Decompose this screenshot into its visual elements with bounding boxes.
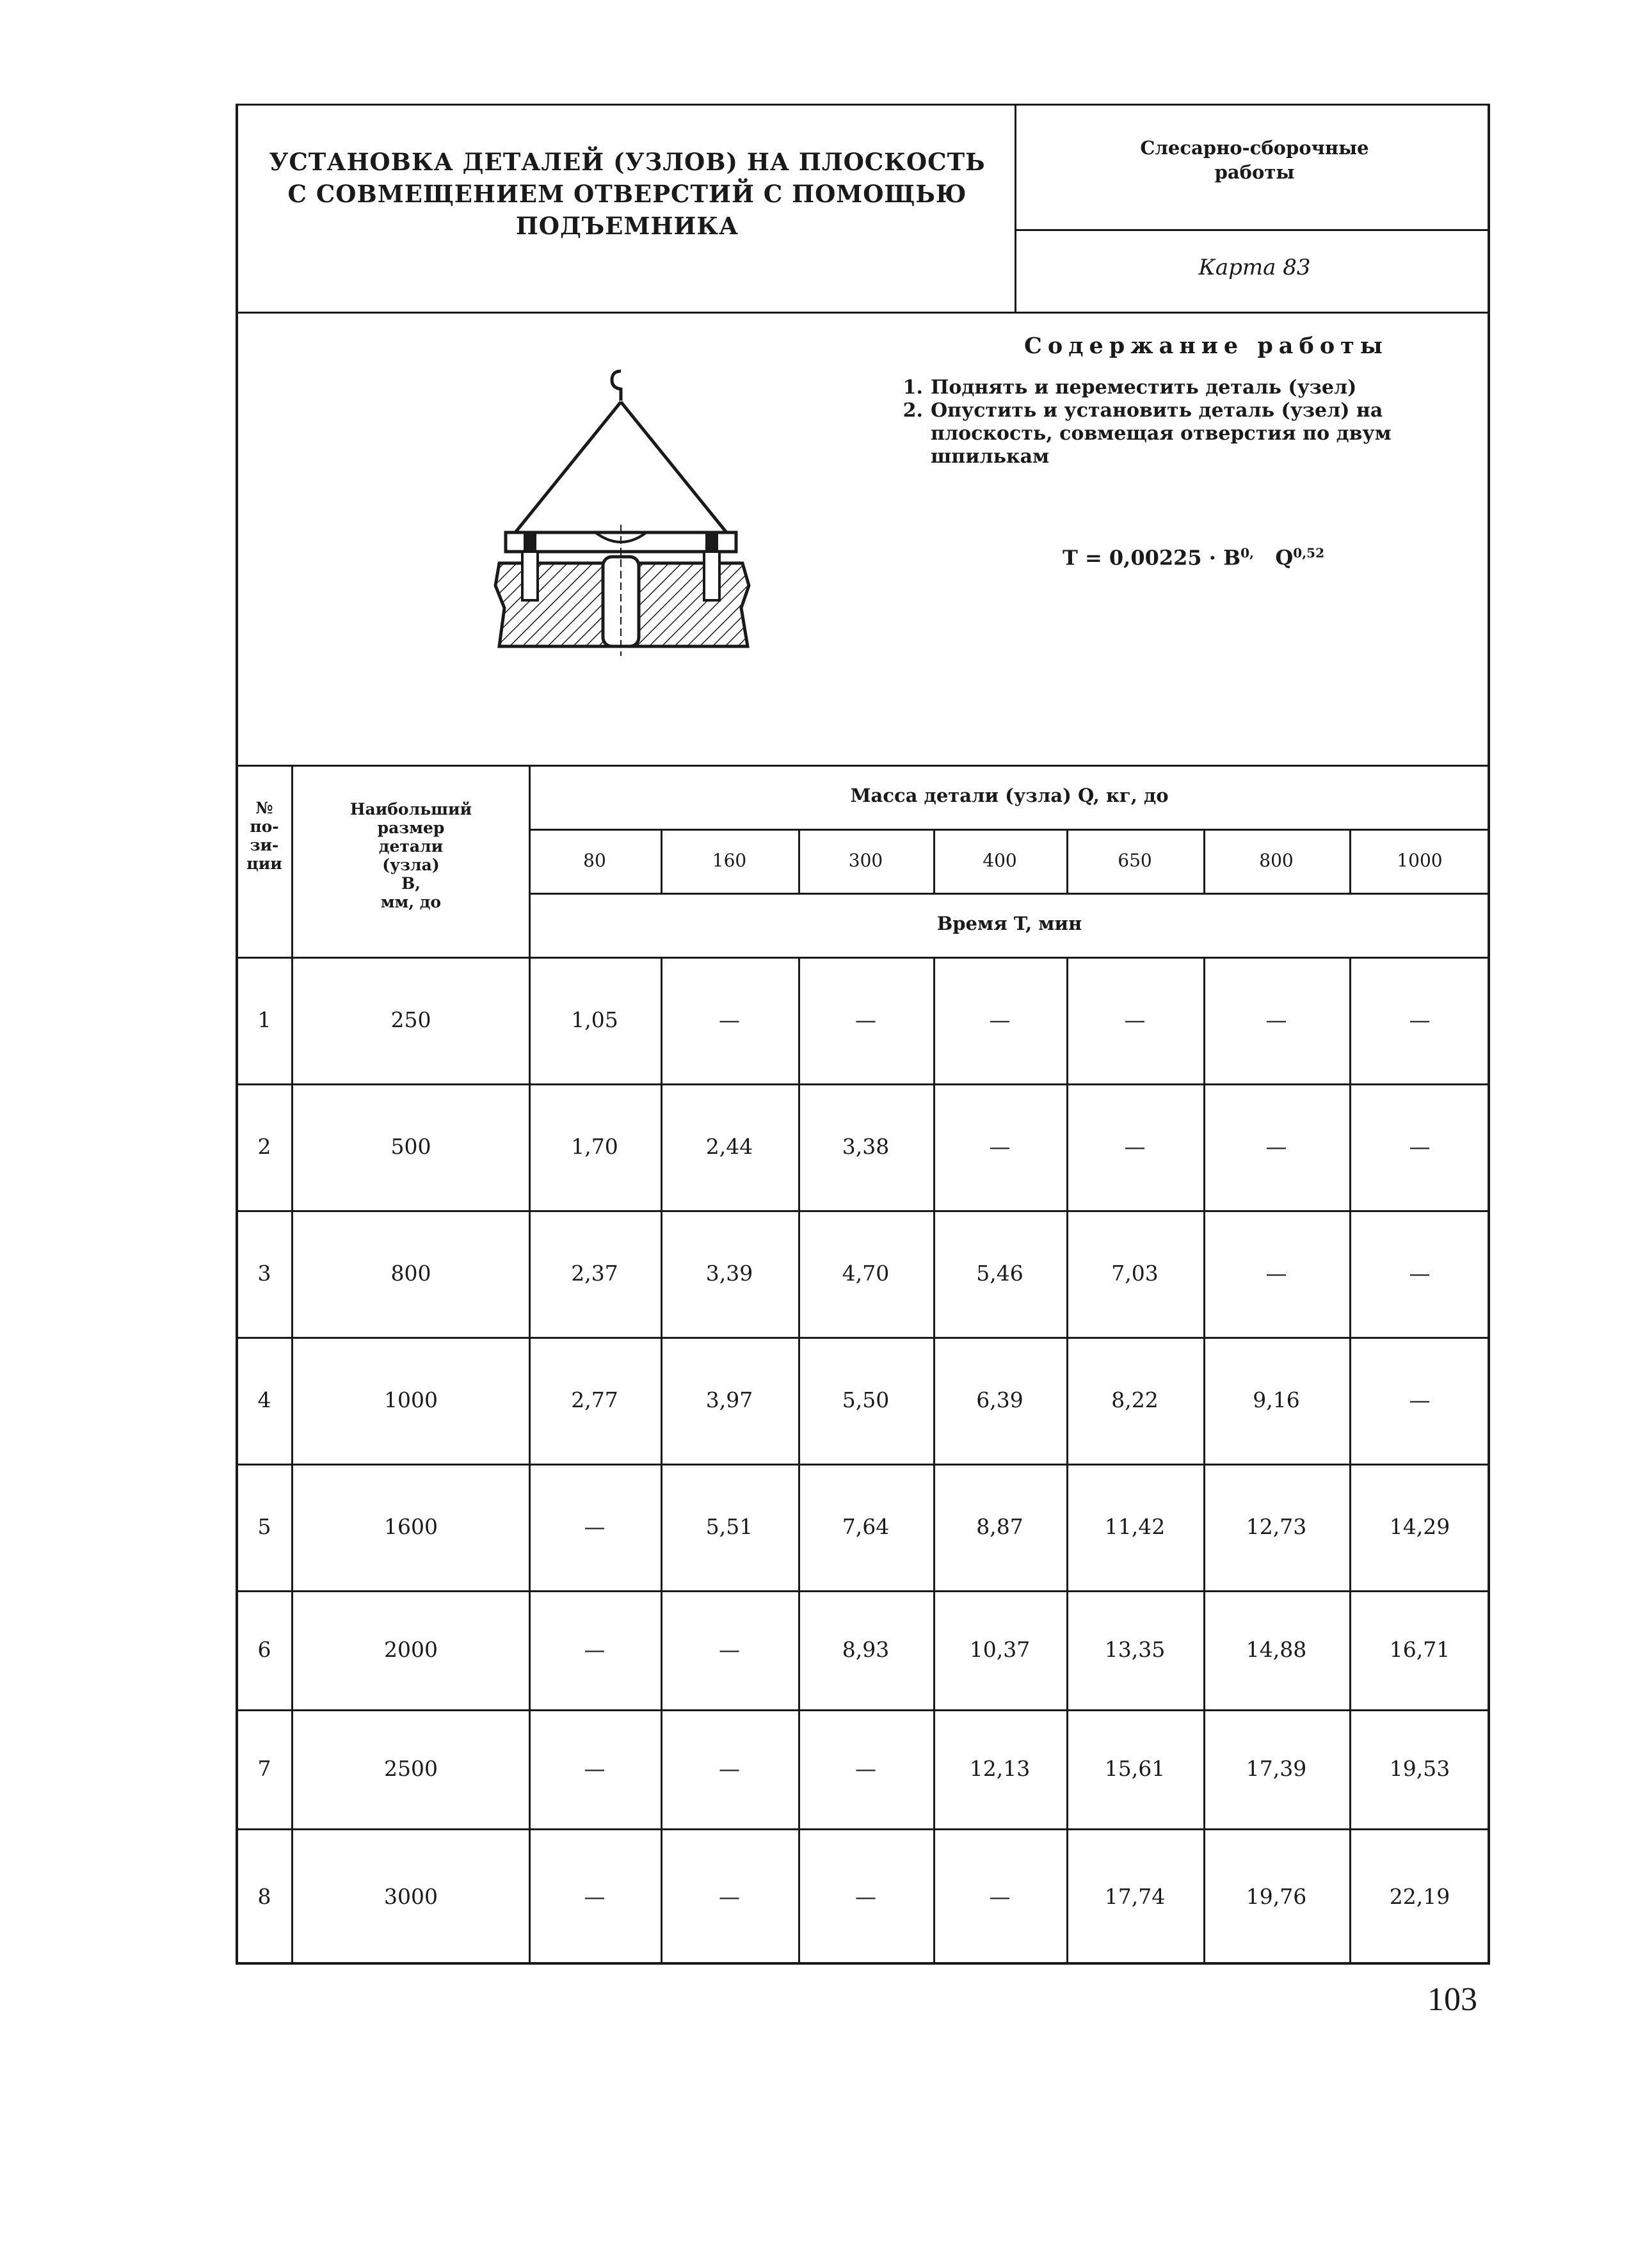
time-value-cell: — — [1409, 1387, 1431, 1412]
row-rule — [236, 1590, 1490, 1592]
time-value-cell: 8,93 — [842, 1637, 890, 1662]
time-value-cell: 17,74 — [1104, 1883, 1166, 1909]
time-value-cell: 19,53 — [1389, 1756, 1450, 1781]
time-value-cell: 7,03 — [1111, 1261, 1159, 1286]
size-cell: 3000 — [384, 1883, 438, 1909]
time-value-cell: 4,70 — [842, 1261, 890, 1286]
time-value-cell: 14,88 — [1246, 1637, 1307, 1662]
size-cell: 250 — [390, 1007, 431, 1032]
position-cell: 4 — [257, 1387, 271, 1412]
header-line: (узла) — [382, 856, 440, 874]
mass-value-header: 80 — [583, 850, 606, 871]
time-value-cell: — — [855, 1007, 876, 1032]
time-value-cell: 11,42 — [1104, 1514, 1166, 1539]
col-rule — [529, 765, 531, 1965]
time-value-cell: — — [989, 1883, 1011, 1909]
time-value-cell: 22,19 — [1389, 1883, 1450, 1909]
time-value-cell: — — [1265, 1261, 1287, 1286]
size-cell: 500 — [390, 1134, 431, 1159]
formula-q: Q — [1275, 545, 1294, 570]
time-value-cell: 3,38 — [842, 1134, 890, 1159]
mass-value-header: 300 — [848, 850, 883, 871]
title-line: УСТАНОВКА ДЕТАЛЕЙ (УЗЛОВ) НА ПЛОСКОСТЬ — [269, 148, 986, 176]
time-value-cell: 8,87 — [976, 1514, 1023, 1539]
card-number: Карта 83 — [1198, 255, 1311, 280]
header-line: по- — [250, 817, 279, 836]
row-rule — [236, 1828, 1490, 1830]
header-line: № — [255, 799, 273, 817]
time-value-cell: 7,64 — [842, 1514, 890, 1539]
time-value-cell: 6,39 — [976, 1387, 1023, 1412]
mass-values-top-rule — [529, 829, 1490, 831]
time-value-cell: 3,39 — [705, 1261, 753, 1286]
formula-q-exponent: 0,52 — [1293, 545, 1325, 561]
row-rule — [236, 1210, 1490, 1212]
time-value-cell: — — [719, 1756, 740, 1781]
time-value-cell: 12,13 — [969, 1756, 1031, 1781]
work-content-heading: Содержание работы — [1024, 333, 1388, 359]
title-line: С СОВМЕЩЕНИЕМ ОТВЕРСТИЙ С ПОМОЩЬЮ — [287, 180, 967, 208]
time-value-cell: 9,16 — [1253, 1387, 1300, 1412]
size-cell: 2000 — [384, 1637, 438, 1662]
time-value-cell: 1,70 — [571, 1134, 618, 1159]
time-value-cell: — — [989, 1134, 1011, 1159]
time-value-cell: — — [1265, 1134, 1287, 1159]
time-value-cell: 13,35 — [1104, 1637, 1166, 1662]
page-title — [243, 146, 1011, 242]
time-value-cell: 8,22 — [1111, 1387, 1159, 1412]
col-rule — [1066, 957, 1068, 1965]
row-rule — [236, 1083, 1490, 1085]
work-category — [1024, 136, 1485, 184]
size-cell: 800 — [390, 1261, 431, 1286]
step-text: Опустить и установить деталь (узел) на плоскость, совмещая отверстия по двум шпилькам — [931, 399, 1392, 468]
mass-value-header: 160 — [712, 850, 747, 871]
size-column-header — [293, 800, 529, 911]
header-line: детали — [378, 837, 444, 856]
time-formula — [1063, 545, 1324, 570]
col-rule — [1349, 957, 1351, 1965]
time-value-cell: 15,61 — [1104, 1756, 1166, 1781]
position-cell: 3 — [257, 1261, 271, 1286]
category-line: Слесарно-сборочные — [1140, 137, 1369, 159]
time-value-cell: — — [1265, 1007, 1287, 1032]
header-line: ции — [246, 854, 282, 873]
time-value-cell: — — [584, 1756, 606, 1781]
position-cell: 6 — [257, 1637, 271, 1662]
time-value-cell: 3,97 — [705, 1387, 753, 1412]
time-value-cell: — — [1124, 1007, 1146, 1032]
col-rule — [933, 957, 935, 1965]
position-cell: 2 — [257, 1134, 271, 1159]
col-rule — [798, 957, 800, 1965]
time-value-cell: 5,51 — [705, 1514, 753, 1539]
mass-value-header: 400 — [983, 850, 1017, 871]
work-steps — [890, 376, 1485, 468]
top-rule — [236, 104, 1490, 106]
mass-value-header: 650 — [1118, 850, 1152, 871]
time-value-cell: — — [1409, 1134, 1431, 1159]
category-line: работы — [1214, 161, 1295, 183]
time-value-cell: 1,05 — [571, 1007, 618, 1032]
header-line: мм, до — [380, 893, 442, 911]
time-value-cell: 5,50 — [842, 1387, 890, 1412]
card-rule — [1015, 229, 1490, 231]
position-column-header — [237, 799, 292, 873]
header-line: Наибольший — [349, 800, 472, 819]
header-line: размер — [377, 819, 445, 837]
time-value-cell: 17,39 — [1246, 1756, 1307, 1781]
position-cell: 1 — [257, 1007, 271, 1032]
page-number: 103 — [1427, 1981, 1477, 2018]
time-value-cell: 2,44 — [705, 1134, 753, 1159]
time-value-cell: 16,71 — [1389, 1637, 1450, 1662]
time-value-cell: — — [1124, 1134, 1146, 1159]
formula-b-exponent: 0, — [1240, 545, 1254, 561]
position-cell: 8 — [257, 1883, 271, 1909]
work-step — [890, 399, 1485, 468]
step-text: Поднять и переместить деталь (узел) — [931, 376, 1357, 399]
time-value-cell: 2,37 — [571, 1261, 618, 1286]
header-line: B, — [401, 874, 421, 893]
header-bottom-rule — [236, 312, 1490, 314]
col-rule — [1203, 957, 1205, 1965]
time-value-cell: — — [584, 1637, 606, 1662]
table-header-bottom-rule — [236, 957, 1490, 959]
time-value-cell: 19,76 — [1246, 1883, 1307, 1909]
lifting-sling-diagram-icon — [486, 365, 755, 659]
time-value-cell: — — [719, 1883, 740, 1909]
row-rule — [236, 1709, 1490, 1711]
header-divider — [1015, 104, 1016, 312]
size-cell: 2500 — [384, 1756, 438, 1781]
time-value-cell: — — [855, 1756, 876, 1781]
time-value-cell: 12,73 — [1246, 1514, 1307, 1539]
work-step — [890, 376, 1485, 399]
size-cell: 1000 — [384, 1387, 438, 1412]
time-value-cell: — — [584, 1514, 606, 1539]
time-value-cell: — — [584, 1883, 606, 1909]
time-header: Время T, мин — [936, 913, 1082, 934]
time-value-cell: 2,77 — [571, 1387, 618, 1412]
step-number: 2. — [903, 399, 923, 422]
time-value-cell: — — [989, 1007, 1011, 1032]
row-rule — [236, 1337, 1490, 1339]
mass-value-header: 1000 — [1397, 850, 1443, 871]
mass-value-header: 800 — [1259, 850, 1294, 871]
step-number: 1. — [903, 376, 923, 399]
formula-lhs: T = 0,00225 · B — [1063, 545, 1241, 570]
time-value-cell: — — [719, 1007, 740, 1032]
time-value-cell: 5,46 — [976, 1261, 1023, 1286]
table-top-rule — [236, 765, 1490, 767]
mass-values-bottom-rule — [529, 893, 1490, 895]
time-value-cell: — — [1409, 1261, 1431, 1286]
time-value-cell: — — [855, 1883, 876, 1909]
title-line: ПОДЪЕМНИКА — [515, 212, 739, 240]
time-value-cell: — — [719, 1637, 740, 1662]
time-value-cell: 14,29 — [1389, 1514, 1450, 1539]
time-value-cell: — — [1409, 1007, 1431, 1032]
row-rule — [236, 1464, 1490, 1465]
size-cell: 1600 — [384, 1514, 438, 1539]
time-value-cell: 10,37 — [969, 1637, 1031, 1662]
header-line: зи- — [250, 836, 279, 854]
col-rule — [661, 957, 662, 1965]
position-cell: 7 — [257, 1756, 271, 1781]
mass-header: Масса детали (узла) Q, кг, до — [850, 785, 1169, 806]
col-rule — [291, 765, 293, 1965]
position-cell: 5 — [257, 1514, 271, 1539]
